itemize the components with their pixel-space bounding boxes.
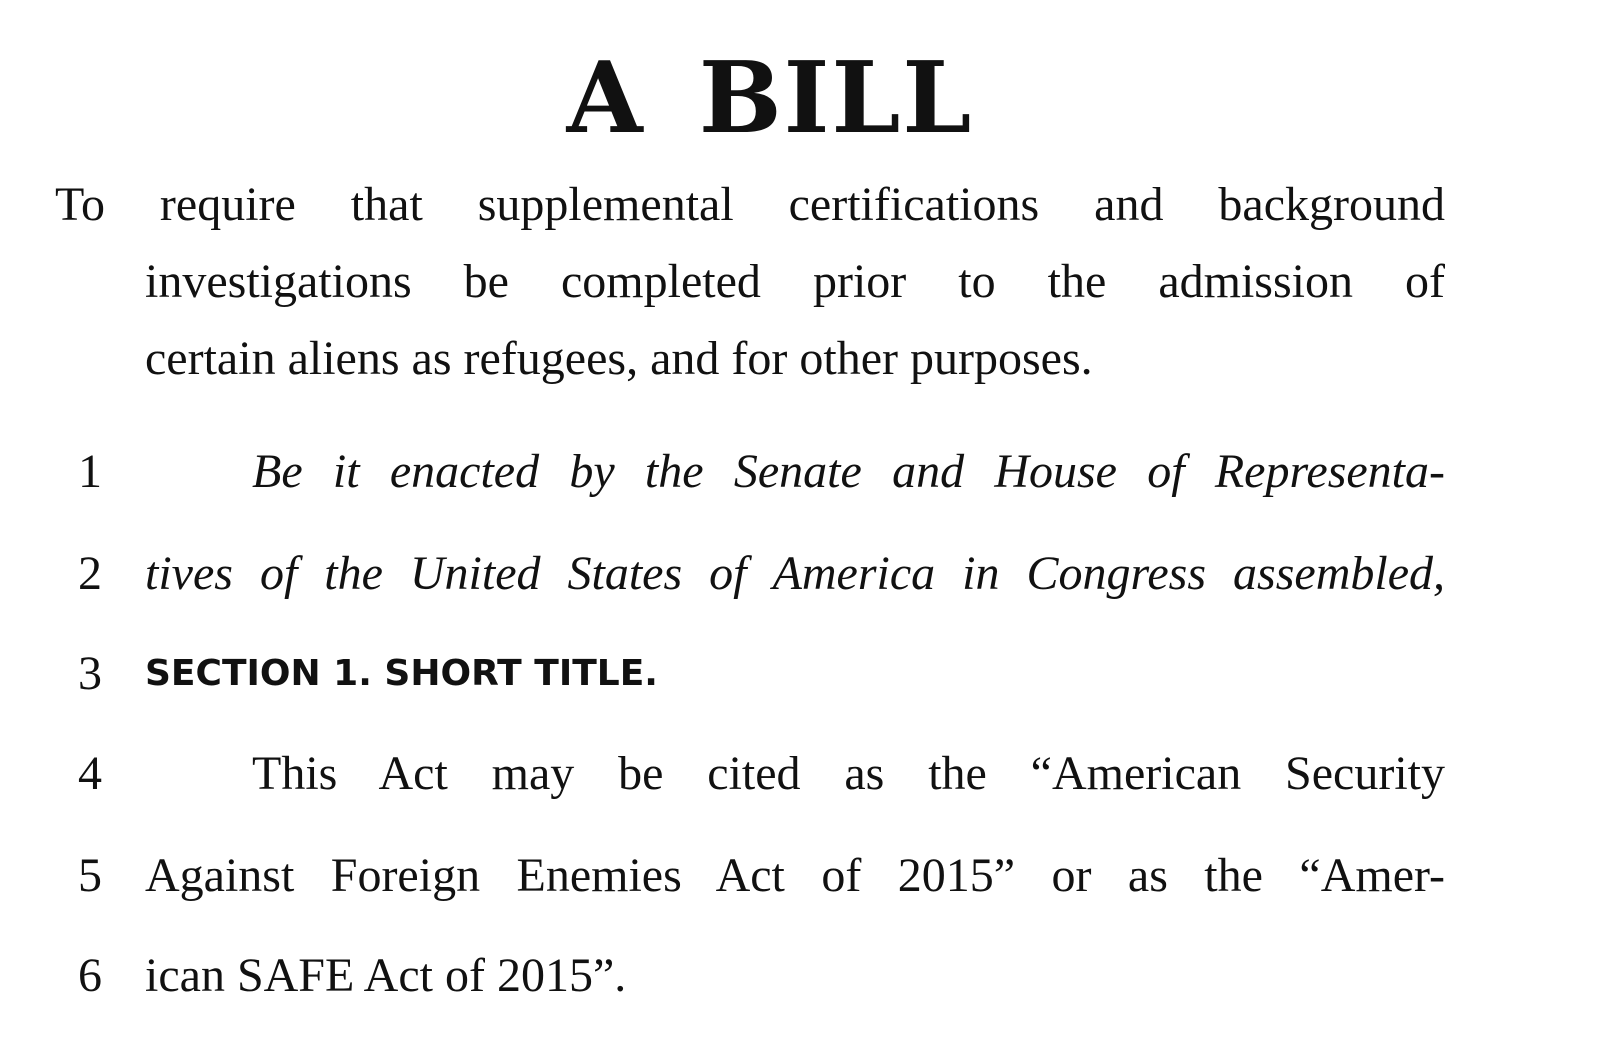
line-number: 4 — [78, 747, 102, 800]
bill-line — [0, 836, 1600, 916]
line-number: 5 — [78, 849, 102, 902]
bill-title: A BILL — [566, 41, 974, 156]
purpose-line: investigations be completed prior to the admission of — [145, 255, 1445, 308]
line-number: 6 — [78, 949, 102, 1002]
purpose-line: certain aliens as refugees, and for other purposes. — [145, 332, 1093, 385]
bill-line — [0, 936, 1600, 1016]
bill-line — [0, 634, 1600, 714]
bill-line — [0, 534, 1600, 614]
line-number: 3 — [78, 647, 102, 700]
bill-line — [0, 432, 1600, 512]
section-text: This Act may be cited as the “American Security — [252, 747, 1445, 800]
section-text: Against Foreign Enemies Act of 2015” or as the “Amer- — [145, 849, 1445, 902]
bill-purpose — [55, 166, 1445, 397]
section-heading: SECTION 1. SHORT TITLE. — [145, 653, 658, 694]
purpose-line: To require that supplemental certifications and background — [55, 178, 1445, 231]
enacting-clause-text: Be it enacted by the Senate and House of Representa- — [252, 445, 1445, 498]
section-text: ican SAFE Act of 2015”. — [145, 949, 627, 1002]
bill-line — [0, 734, 1600, 814]
enacting-clause-text: tives of the United States of America in Congress assembled, — [145, 547, 1445, 600]
line-number: 2 — [78, 547, 102, 600]
line-number: 1 — [78, 445, 102, 498]
